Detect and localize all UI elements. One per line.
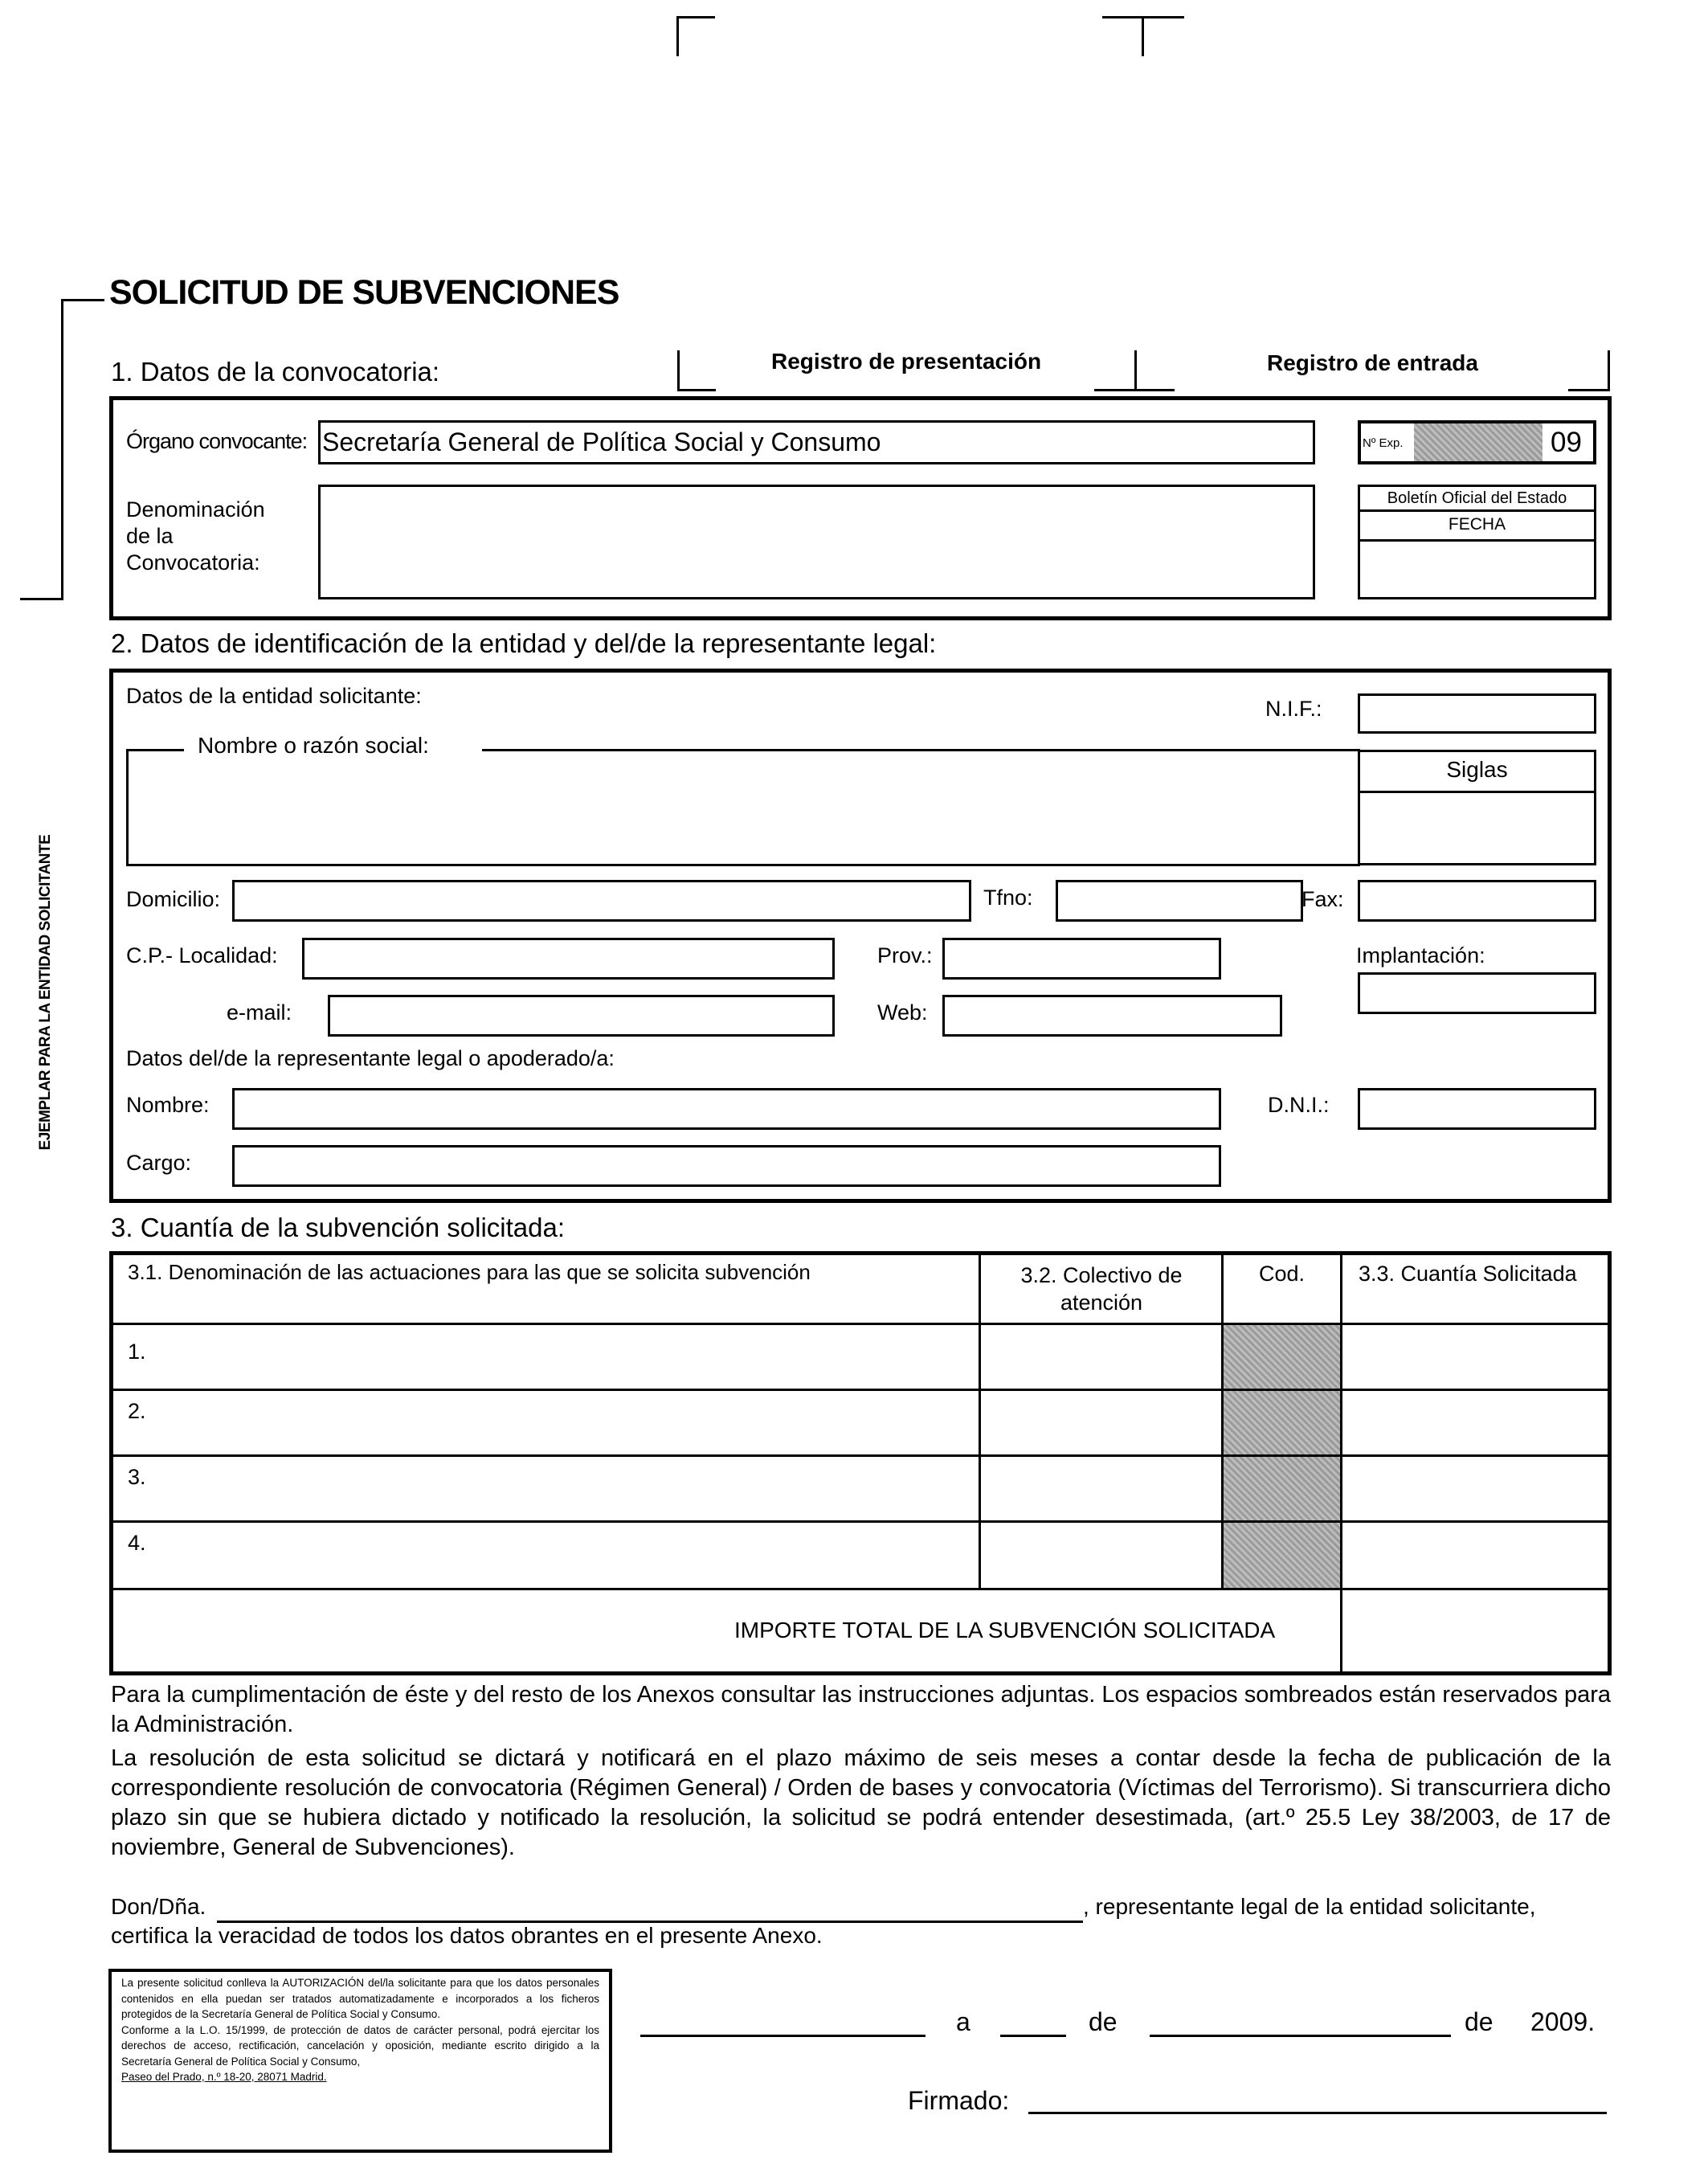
table-row-3-denominacion[interactable]: 3. — [113, 1457, 981, 1523]
month-line[interactable] — [1150, 2035, 1451, 2037]
tfno-label: Tfno: — [983, 886, 1033, 910]
total-value-cell[interactable] — [1342, 1590, 1608, 1671]
section2-heading: 2. Datos de identificación de la entidad y del/de la representante legal: — [111, 628, 937, 658]
entidad-label: Datos de la entidad solicitante: — [126, 684, 422, 708]
privacy-paragraph-2: Conforme a la L.O. 15/1999, de protección de datos de carácter personal, podrá ejercitar los derechos de acceso, rectificación, cancelación y oposición, mediante escrito dirigido a la Secretaría General de Política Social y Consumo, — [121, 2023, 599, 2068]
implantacion-field[interactable] — [1358, 972, 1596, 1014]
privacy-paragraph-1: La presente solicitud conlleva la AUTORIZACIÓN del/la solicitante para que los datos personales contenidos en ella puedan ser tratados automatizadamente e incorporados a los ficheros protegidos de la Secretaría General de Política Social y Consumo. — [121, 1977, 599, 2020]
nif-field[interactable] — [1358, 693, 1596, 734]
instrucciones-note: Para la cumplimentación de éste y del resto de los Anexos consultar las instrucciones adjuntas. Los espacios sombreados están reservados para la Administración. — [111, 1682, 1611, 1737]
table-row-1-cod — [1224, 1325, 1342, 1391]
table-row-1-cuantia[interactable] — [1342, 1325, 1608, 1391]
representante-label: Datos del/de la representante legal o apoderado/a: — [126, 1046, 615, 1070]
table-row-1-colectivo[interactable] — [981, 1325, 1224, 1391]
table-row-2-denominacion[interactable]: 2. — [113, 1391, 981, 1457]
de-label-1: de — [1089, 2007, 1118, 2036]
table-row-4-denominacion[interactable]: 4. — [113, 1523, 981, 1590]
tfno-field[interactable] — [1056, 880, 1303, 922]
fecha-label: FECHA — [1360, 512, 1594, 542]
table-row-4-cuantia[interactable] — [1342, 1523, 1608, 1590]
place-line[interactable] — [640, 2035, 926, 2037]
prov-field[interactable] — [942, 938, 1221, 980]
web-label: Web: — [877, 1000, 928, 1025]
fax-label: Fax: — [1301, 887, 1344, 911]
nombre-razon-field[interactable] — [129, 751, 1358, 864]
nombre-field[interactable] — [232, 1088, 1221, 1130]
cp-localidad-label: C.P.- Localidad: — [126, 943, 278, 967]
table-row-3-cod — [1224, 1457, 1342, 1523]
column-header-cod: Cod. — [1224, 1255, 1342, 1325]
domicilio-field[interactable] — [232, 880, 971, 922]
denominacion-field[interactable] — [318, 485, 1315, 599]
side-label: EJEMPLAR PARA LA ENTIDAD SOLICITANTE — [37, 834, 54, 1151]
don-label: Don/Dña. — [111, 1894, 206, 1919]
cargo-field[interactable] — [232, 1145, 1221, 1187]
implantacion-label: Implantación: — [1356, 943, 1485, 967]
organo-value: Secretaría General de Política Social y Consumo — [322, 427, 881, 456]
prov-label: Prov.: — [877, 943, 933, 967]
table-row-1-denominacion[interactable]: 1. — [113, 1325, 981, 1391]
denominacion-label: Denominación de la Convocatoria: — [126, 497, 265, 575]
siglas-label: Siglas — [1360, 752, 1594, 793]
boletin-box — [1358, 485, 1596, 599]
column-header-cuantia: 3.3. Cuantía Solicitada — [1342, 1255, 1608, 1325]
privacy-notice — [108, 1969, 612, 2153]
table-row-3-cuantia[interactable] — [1342, 1457, 1608, 1523]
nexp-value: 09 — [1551, 427, 1582, 458]
cargo-label: Cargo: — [126, 1151, 192, 1175]
section3-heading: 3. Cuantía de la subvención solicitada: — [111, 1213, 566, 1242]
web-field[interactable] — [942, 995, 1282, 1037]
nexp-shaded-area — [1414, 423, 1543, 461]
nexp-box — [1358, 420, 1596, 464]
nombre-razon-label: Nombre o razón social: — [198, 733, 429, 758]
resolucion-note: La resolución de esta solicitud se dictará y notificará en el plazo máximo de seis meses a contar desde la fecha de publicación de la correspondiente resolución de convocatoria (Régimen General) / Orden de bases y convocatoria (Víctimas del Terrorismo). Si transcurriera dicho plazo sin que se hubiera dictado y notificado la resolución, la solicitud se podrá entender desestimada, (art.º 25.5 Ley 38/2003, de 17 de noviembre, General de Subvenciones). — [111, 1745, 1611, 1860]
year-value: 2009. — [1530, 2007, 1596, 2036]
section3-table — [109, 1251, 1612, 1675]
nexp-label: Nº Exp. — [1363, 436, 1404, 450]
a-label: a — [956, 2007, 970, 2036]
de-label-2: de — [1465, 2007, 1493, 2036]
representante-text: , representante legal de la entidad solicitante, — [1083, 1894, 1536, 1919]
total-label: IMPORTE TOTAL DE LA SUBVENCIÓN SOLICITADA — [734, 1618, 1276, 1642]
email-field[interactable] — [328, 995, 835, 1037]
domicilio-label: Domicilio: — [126, 887, 221, 911]
email-label: e-mail: — [227, 1000, 292, 1025]
section1-heading: 1. Datos de la convocatoria: — [111, 357, 440, 387]
certifica-text: certifica la veracidad de todos los datos obrantes en el presente Anexo. — [111, 1923, 823, 1948]
privacy-paragraph-3: Paseo del Prado, n.º 18-20, 28071 Madrid. — [121, 2071, 327, 2083]
nif-label: N.I.F.: — [1265, 697, 1322, 721]
day-line[interactable] — [1000, 2035, 1066, 2037]
siglas-box[interactable] — [1358, 750, 1596, 865]
table-row-4-colectivo[interactable] — [981, 1523, 1224, 1590]
boletin-label: Boletín Oficial del Estado — [1360, 487, 1594, 512]
nombre-label: Nombre: — [126, 1093, 210, 1117]
firmado-label: Firmado: — [908, 2086, 1010, 2115]
column-header-denominacion: 3.1. Denominación de las actuaciones para las que se solicita subvención — [113, 1255, 981, 1325]
dni-label: D.N.I.: — [1268, 1093, 1330, 1117]
organo-field[interactable] — [318, 420, 1315, 464]
table-row-2-cod — [1224, 1391, 1342, 1457]
total-label-cell — [113, 1590, 1342, 1671]
registro-entrada-label: Registro de entrada — [1267, 350, 1478, 375]
table-row-2-cuantia[interactable] — [1342, 1391, 1608, 1457]
dni-field[interactable] — [1358, 1088, 1596, 1130]
column-header-colectivo: 3.2. Colectivo de atención — [981, 1255, 1224, 1325]
cp-localidad-field[interactable] — [302, 938, 835, 980]
registro-presentacion-label: Registro de presentación — [771, 349, 1042, 374]
table-row-4-cod — [1224, 1523, 1342, 1590]
organo-label: Órgano convocante: — [126, 429, 308, 453]
table-row-3-colectivo[interactable] — [981, 1457, 1224, 1523]
fax-field[interactable] — [1358, 880, 1596, 922]
firma-line[interactable] — [1028, 2112, 1607, 2114]
form-title: SOLICITUD DE SUBVENCIONES — [109, 273, 619, 312]
table-row-2-colectivo[interactable] — [981, 1391, 1224, 1457]
